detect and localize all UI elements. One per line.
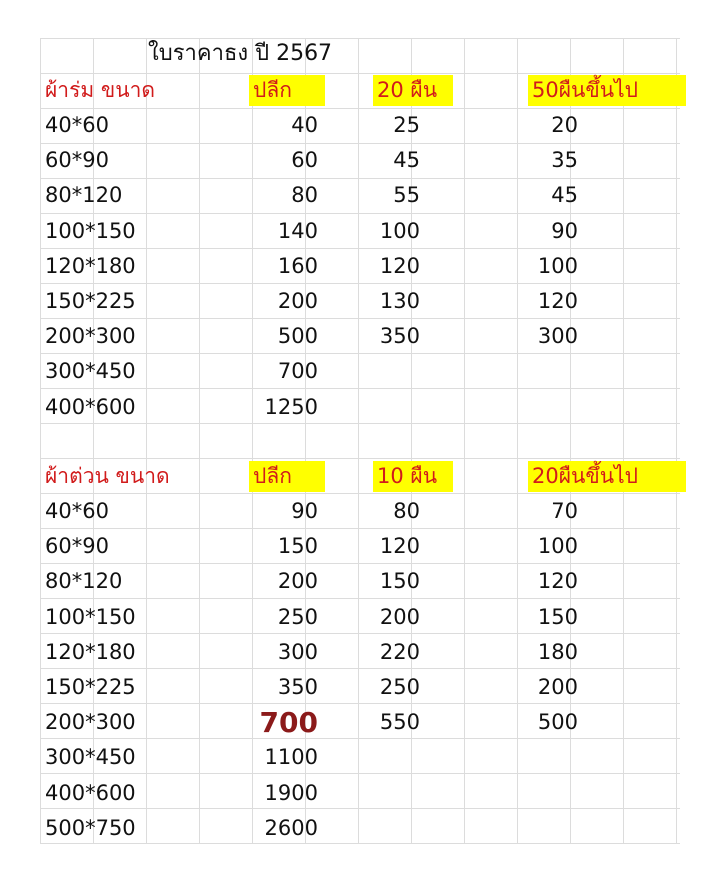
tier2-price-cell: 100 [537, 534, 578, 559]
retail-price-cell: 350 [277, 675, 318, 699]
retail-price-cell: 2600 [264, 815, 318, 840]
table-row [0, 494, 712, 529]
tier2-price-cell [528, 740, 578, 775]
size-cell: 200*300 [45, 324, 136, 349]
table1-tier2-header: 50ผืนขึ้นไป [528, 75, 686, 106]
table-row [0, 319, 712, 354]
tier2-price-cell: 500 [537, 710, 578, 735]
size-cell: 100*150 [45, 604, 136, 629]
table-row [0, 635, 712, 670]
table-row [0, 740, 712, 775]
retail-price-cell: 500 [277, 324, 318, 349]
retail-price-cell: 40 [291, 113, 318, 137]
retail-price-cell: 250 [277, 604, 318, 629]
table-row [0, 390, 712, 425]
size-cell: 80*120 [45, 569, 123, 594]
table-row [0, 249, 712, 284]
table-row [0, 284, 712, 319]
table2-tier2-header: 20ผืนขึ้นไป [528, 461, 686, 492]
size-cell: 120*180 [45, 639, 136, 664]
tier1-price-cell: 250 [379, 675, 420, 699]
tier2-price-cell: 35 [551, 148, 578, 173]
table-row [0, 564, 712, 599]
table-row [0, 108, 712, 143]
retail-price-cell: 300 [277, 639, 318, 664]
retail-price-cell: 90 [291, 499, 318, 523]
tier2-price-cell: 90 [551, 218, 578, 243]
table-row [0, 178, 712, 213]
retail-price-cell: 160 [277, 253, 318, 278]
page-title: ใบราคาธง ปี 2567 [148, 41, 333, 66]
tier2-price-cell: 100 [537, 253, 578, 278]
tier1-price-cell [378, 740, 420, 775]
tier2-price-cell: 45 [551, 183, 578, 208]
retail-price-cell: 80 [291, 183, 318, 208]
tier2-price-cell [528, 390, 578, 425]
tier1-price-cell: 220 [379, 639, 420, 664]
table-row [0, 143, 712, 178]
tier1-price-cell [378, 354, 420, 389]
tier2-price-cell: 120 [537, 569, 578, 594]
retail-price-cell: 200 [277, 289, 318, 313]
retail-price-cell: 150 [277, 534, 318, 559]
tier1-price-cell: 80 [393, 499, 420, 523]
size-cell: 120*180 [45, 253, 136, 278]
retail-price-cell: 140 [277, 218, 318, 243]
size-cell: 60*90 [45, 148, 109, 173]
tier2-price-cell: 70 [551, 499, 578, 523]
tier1-price-cell: 550 [379, 710, 420, 735]
tier1-price-cell [378, 811, 420, 846]
table2-retail-header: ปลีก [249, 461, 325, 492]
size-cell: 200*300 [45, 710, 136, 735]
retail-price-cell: 700 [277, 359, 318, 384]
retail-price-cell: 200 [277, 569, 318, 594]
size-cell: 400*600 [45, 394, 136, 419]
tier1-price-cell: 130 [379, 289, 420, 313]
table1-retail-header: ปลีก [249, 75, 325, 106]
tier1-price-cell: 100 [379, 218, 420, 243]
retail-price-cell: 1100 [264, 745, 318, 770]
table1-size-header: ผ้าร่ม ขนาด [45, 78, 156, 102]
tier2-price-cell [528, 811, 578, 846]
table1-header-row [0, 73, 712, 108]
tier2-price-cell: 20 [551, 113, 578, 137]
tier1-price-cell: 45 [393, 148, 420, 173]
retail-price-cell: 60 [291, 148, 318, 173]
tier2-price-cell: 150 [537, 604, 578, 629]
size-cell: 500*750 [45, 815, 136, 840]
tier1-price-cell: 120 [379, 534, 420, 559]
tier1-price-cell [378, 390, 420, 425]
tier2-price-cell: 120 [537, 289, 578, 313]
tier2-price-cell: 200 [537, 675, 578, 699]
table-row [0, 705, 712, 740]
tier1-price-cell: 350 [379, 324, 420, 349]
table-row [0, 600, 712, 635]
tier1-price-cell: 120 [379, 253, 420, 278]
tier1-price-cell: 25 [393, 113, 420, 137]
table-row [0, 354, 712, 389]
tier1-price-cell: 150 [379, 569, 420, 594]
tier2-price-cell: 300 [537, 324, 578, 349]
tier2-price-cell: 180 [537, 639, 578, 664]
size-cell: 40*60 [45, 499, 109, 523]
size-cell: 80*120 [45, 183, 123, 208]
table-row [0, 811, 712, 846]
size-cell: 40*60 [45, 113, 109, 137]
size-cell: 300*450 [45, 745, 136, 770]
table-row [0, 529, 712, 564]
size-cell: 100*150 [45, 218, 136, 243]
size-cell: 400*600 [45, 780, 136, 805]
table-row [0, 214, 712, 249]
tier2-price-cell [528, 776, 578, 811]
tier1-price-cell: 200 [379, 604, 420, 629]
size-cell: 300*450 [45, 359, 136, 384]
tier1-price-cell [378, 776, 420, 811]
table-row [0, 776, 712, 811]
size-cell: 60*90 [45, 534, 109, 559]
table2-header-row [0, 459, 712, 494]
table1-tier1-header: 20 ผืน [373, 75, 453, 106]
retail-price-cell: 1250 [264, 394, 318, 419]
table-row [0, 670, 712, 705]
tier2-price-cell [528, 354, 578, 389]
retail-price-cell: 700 [259, 706, 318, 740]
size-cell: 150*225 [45, 289, 136, 313]
table2-size-header: ผ้าต่วน ขนาด [45, 464, 170, 488]
size-cell: 150*225 [45, 675, 136, 699]
retail-price-cell: 1900 [264, 780, 318, 805]
table2-tier1-header: 10 ผืน [373, 461, 453, 492]
tier1-price-cell: 55 [393, 183, 420, 208]
